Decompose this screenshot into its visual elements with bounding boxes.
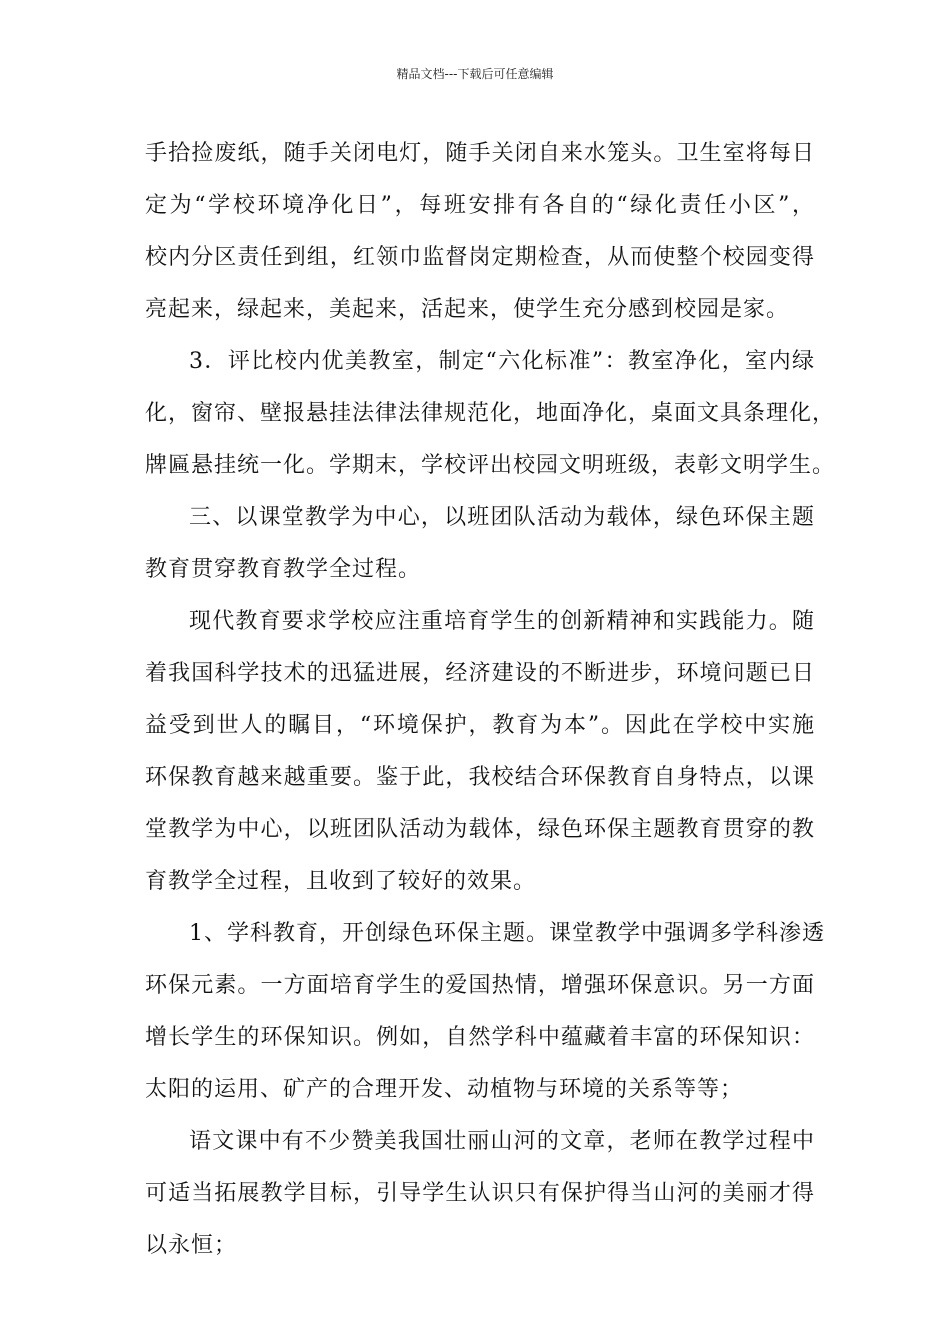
text-line-5: 3．评比校内优美教室，制定“六化标准”：教室净化，室内绿 xyxy=(189,349,815,374)
text-line-1: 手拾捡废纸，随手关闭电灯，随手关闭自来水笼头。卫生室将每日 xyxy=(145,141,815,166)
text-line-15: 育教学全过程，且收到了较好的效果。 xyxy=(145,869,537,894)
text-line-20: 语文课中有不少赞美我国壮丽山河的文章，老师在教学过程中 xyxy=(189,1129,815,1154)
text-line-3: 校内分区责任到组，红领巾监督岗定期检查，从而使整个校园变得 xyxy=(145,245,815,270)
text-line-10: 现代教育要求学校应注重培育学生的创新精神和实践能力。随 xyxy=(189,609,815,634)
text-line-18: 增长学生的环保知识。例如，自然学科中蕴藏着丰富的环保知识： xyxy=(145,1025,815,1050)
text-line-16: 1、学科教育，开创绿色环保主题。课堂教学中强调多学科渗透 xyxy=(189,921,825,946)
text-line-8: 三、以课堂教学为中心，以班团队活动为载体，绿色环保主题 xyxy=(189,505,815,530)
text-line-11: 着我国科学技术的迅猛进展，经济建设的不断进步，环境问题已日 xyxy=(145,661,815,686)
text-line-14: 堂教学为中心，以班团队活动为载体，绿色环保主题教育贯穿的教 xyxy=(145,817,815,842)
text-line-9: 教育贯穿教育教学全过程。 xyxy=(145,557,422,582)
text-line-19: 太阳的运用、矿产的合理开发、动植物与环境的关系等等； xyxy=(145,1077,744,1102)
text-line-17: 环保元素。一方面培育学生的爱国热情，增强环保意识。另一方面 xyxy=(145,973,815,998)
document-body xyxy=(145,128,836,1272)
text-line-12: 益受到世人的瞩目，“环境保护，教育为本”。因此在学校中实施 xyxy=(145,713,815,738)
text-line-6: 化，窗帘、壁报悬挂法律法律规范化，地面净化，桌面文具条理化， xyxy=(145,401,836,426)
text-line-13: 环保教育越来越重要。鉴于此，我校结合环保教育自身特点，以课 xyxy=(145,765,815,790)
text-line-2: 定为“学校环境净化日”，每班安排有各自的“绿化责任小区”， xyxy=(145,193,815,218)
page-header: 精品文档---下载后可任意编辑 xyxy=(396,67,554,81)
text-line-21: 可适当拓展教学目标，引导学生认识只有保护得当山河的美丽才得 xyxy=(145,1181,815,1206)
text-line-4: 亮起来，绿起来，美起来，活起来，使学生充分感到校园是家。 xyxy=(145,297,790,322)
text-line-22: 以永恒； xyxy=(145,1233,238,1258)
text-line-7: 牌匾悬挂统一化。学期末，学校评出校园文明班级，表彰文明学生。 xyxy=(145,453,836,478)
